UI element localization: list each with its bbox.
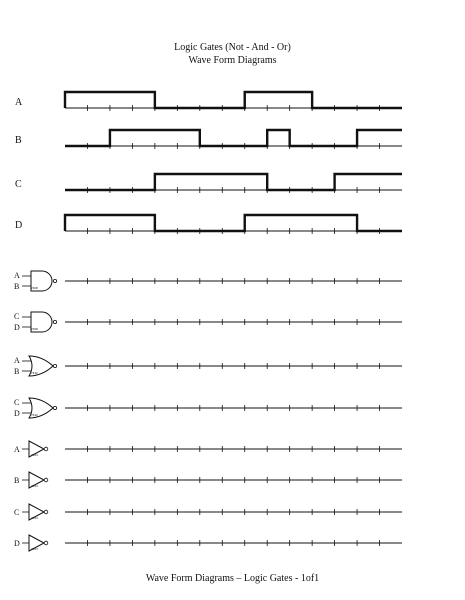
page-footer: Wave Form Diagrams – Logic Gates - 1of1 (145, 573, 320, 584)
gate-and-ab-input-label-a: A (14, 271, 20, 280)
gate-or-ab-input-label-a: A (14, 356, 20, 365)
signal-label-d: D (15, 220, 23, 231)
gate-and-ab-output-node (53, 279, 56, 282)
gate-or-cd-input-label-c: C (14, 398, 20, 407)
gate-not-a-chip-label: 7404 (31, 453, 38, 457)
gate-not-a-output-bubble (44, 447, 48, 451)
gate-or-cd-chip-label: 7432 (31, 413, 38, 417)
signal-label-c: C (15, 179, 22, 190)
signal-label-a: A (15, 97, 23, 108)
waveform-a (65, 92, 402, 108)
gate-and-cd-output-node (53, 320, 56, 323)
gate-not-c-input-label-c: C (14, 508, 20, 517)
gate-or-cd-input-label-d: D (14, 409, 20, 418)
page-subtitle: Wave Form Diagrams (188, 55, 277, 66)
gate-not-a-input-label-a: A (14, 445, 20, 454)
gate-not-c-output-bubble (44, 510, 48, 514)
gate-and-cd-input-label-c: C (14, 312, 20, 321)
gate-and-cd-chip-label: 7408 (31, 327, 38, 331)
gate-not-c-chip-label: 7404 (31, 516, 38, 520)
waveform-d (65, 215, 402, 231)
gate-not-d-input-label-d: D (14, 539, 20, 548)
gate-not-d-chip-label: 7404 (31, 547, 38, 551)
signal-label-b: B (15, 135, 22, 146)
gate-or-ab-input-label-b: B (14, 367, 20, 376)
gate-not-b-output-bubble (44, 478, 48, 482)
gate-or-ab-chip-label: 7432 (31, 371, 38, 375)
page-title: Logic Gates (Not - And - Or) (174, 42, 291, 53)
gate-not-b-chip-label: 7404 (31, 484, 38, 488)
gate-or-cd-output-node (53, 406, 56, 409)
gate-not-d-output-bubble (44, 541, 48, 545)
gate-and-ab-input-label-b: B (14, 282, 20, 291)
gate-not-b-input-label-b: B (14, 476, 20, 485)
gate-or-ab-output-node (53, 364, 56, 367)
waveform-b (65, 130, 402, 146)
gate-and-cd-input-label-d: D (14, 323, 20, 332)
waveform-c (65, 174, 402, 190)
gate-and-ab-chip-label: 7408 (31, 286, 38, 290)
